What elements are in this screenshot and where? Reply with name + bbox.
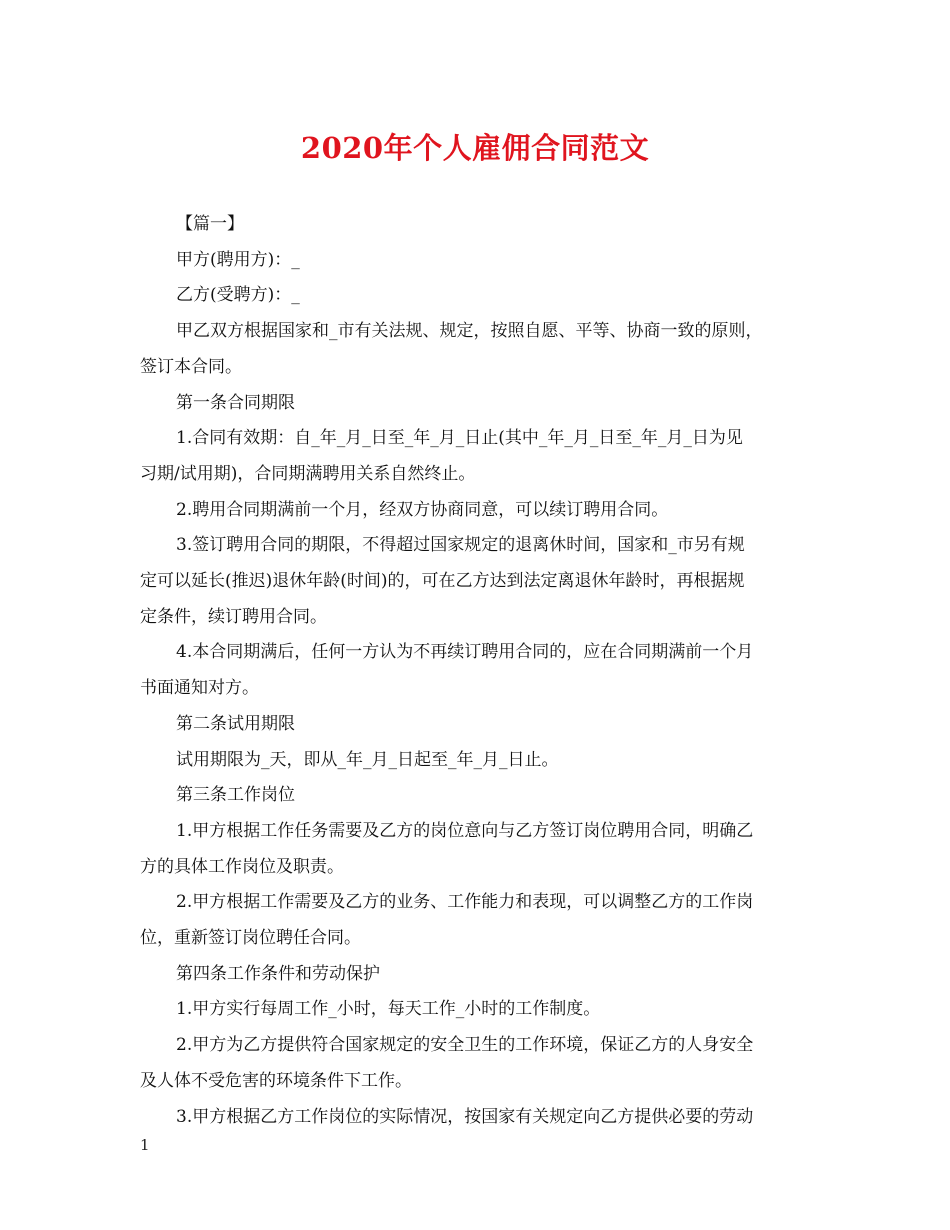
document-line: 1.甲方实行每周工作_小时，每天工作_小时的工作制度。 [176, 999, 601, 1020]
document-line: 3.甲方根据乙方工作岗位的实际情况，按国家有关规定向乙方提供必要的劳动 [176, 1106, 754, 1127]
document-line: 签订本合同。 [140, 356, 242, 377]
document-line: 第三条工作岗位 [176, 785, 295, 806]
document-line: 4.本合同期满后，任何一方认为不再续订聘用合同的，应在合同期满前一个月 [176, 642, 754, 663]
document-line: 位，重新签订岗位聘任合同。 [140, 928, 361, 949]
document-line: 甲方(聘用方)：_ [176, 249, 300, 270]
page-number: 1 [140, 1136, 150, 1154]
document-line: 2.聘用合同期满前一个月，经双方协商同意，可以续订聘用合同。 [176, 499, 669, 520]
document-line: 1.甲方根据工作任务需要及乙方的岗位意向与乙方签订岗位聘用合同，明确乙 [176, 820, 754, 841]
document-line: 第二条试用期限 [176, 713, 295, 734]
document-line: 定可以延长(推迟)退休年龄(时间)的，可在乙方达到法定离退休年龄时，再根据规 [140, 571, 745, 592]
document-line: 定条件，续订聘用合同。 [140, 606, 327, 627]
document-line: 2.甲方为乙方提供符合国家规定的安全卫生的工作环境，保证乙方的人身安全 [176, 1035, 754, 1056]
document-body [140, 207, 812, 1135]
document-line: 3.签订聘用合同的期限，不得超过国家规定的退离休时间，国家和_市另有规 [176, 535, 745, 556]
document-line: 1.合同有效期：自_年_月_日至_年_月_日止(其中_年_月_日至_年_月_日为见 [176, 428, 743, 449]
document-title: 2020年个人雇佣合同范文 [300, 131, 650, 165]
document-line: 习期/试用期)，合同期满聘用关系自然终止。 [140, 463, 476, 484]
document-line: 方的具体工作岗位及职责。 [140, 856, 344, 877]
document-line: 乙方(受聘方)：_ [176, 285, 300, 306]
document-line: 书面通知对方。 [140, 678, 259, 699]
document-line: 试用期限为_天，即从_年_月_日起至_年_月_日止。 [176, 749, 559, 770]
document-line: 第四条工作条件和劳动保护 [176, 963, 380, 984]
document-line: 第一条合同期限 [176, 392, 295, 413]
document-line: 及人体不受危害的环境条件下工作。 [140, 1070, 412, 1091]
document-line: 甲乙双方根据国家和_市有关法规、规定，按照自愿、平等、协商一致的原则， [176, 321, 763, 342]
document-line: 2.甲方根据工作需要及乙方的业务、工作能力和表现，可以调整乙方的工作岗 [176, 892, 754, 913]
document-line: 【篇一】 [176, 214, 244, 234]
